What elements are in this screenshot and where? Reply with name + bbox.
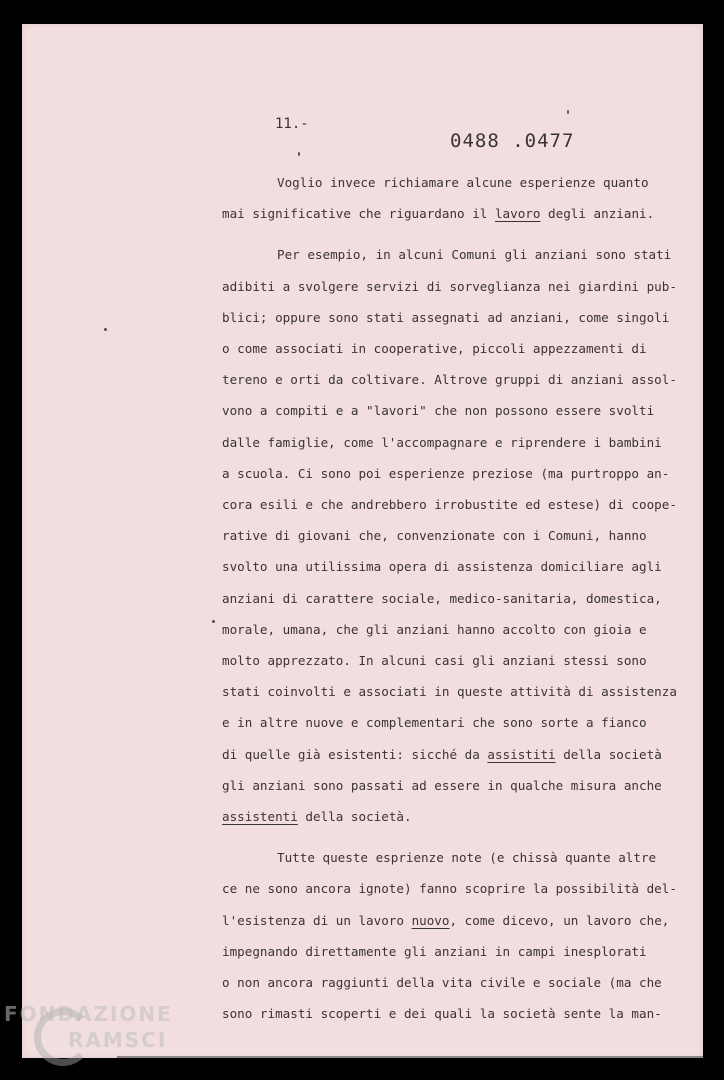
- underlined-word: lavoro: [494, 206, 541, 222]
- text-line: [222, 465, 669, 483]
- text-segment: Tutte queste esprienze note (e chissà quante altre: [277, 850, 657, 866]
- text-segment: o non ancora raggiunti della vita civile e sociale (ma che: [222, 975, 662, 990]
- text-segment: a scuola. Ci sono poi esperienze preziose (ma purtroppo an-: [222, 465, 670, 481]
- text-segment: adibiti a svolgere servizi di sorveglianza nei giardini pub-: [222, 278, 677, 294]
- bottom-edge-rule: [117, 1056, 703, 1058]
- text-segment: , come dicevo, un lavoro che,: [449, 912, 670, 928]
- text-line: [222, 340, 647, 358]
- text-line: [222, 808, 412, 826]
- text-segment: morale, umana, che gli anziani hanno accolto con gioia e: [222, 621, 647, 637]
- text-segment: della società: [555, 746, 662, 762]
- text-line: [222, 621, 647, 639]
- paper-speck: [298, 152, 300, 156]
- text-segment: anziani di carattere sociale, medico-sanitaria, domestica,: [222, 590, 662, 606]
- text-line: [222, 402, 654, 420]
- text-line: [222, 880, 677, 898]
- text-line: [222, 1005, 662, 1023]
- text-segment: sono rimasti scoperti e dei quali la società sente la man-: [222, 1006, 662, 1022]
- text-segment: vono a compiti e a "lavori" che non possono essere svolti: [222, 403, 655, 419]
- fondazione-gramsci-watermark: [4, 1000, 204, 1080]
- text-segment: rative di giovani che, convenzionate con i Comuni, hanno: [222, 528, 647, 544]
- text-segment: blici; oppure sono stati assegnati ad anziani, come singoli: [222, 309, 670, 325]
- text-line: [222, 714, 647, 732]
- watermark-line1: FONDAZIONE: [4, 1002, 173, 1026]
- text-line: [222, 205, 654, 223]
- text-line: [222, 434, 662, 452]
- paper-speck: [104, 328, 107, 331]
- text-segment: o come associati in cooperative, piccoli appezzamenti di: [222, 341, 647, 356]
- text-segment: svolto una utilissima opera di assistenza domiciliare agli: [222, 559, 662, 575]
- underlined-word: assistiti: [487, 746, 556, 762]
- text-line: [222, 683, 677, 701]
- document-page: [22, 24, 703, 1058]
- text-segment: dalle famiglie, come l'accompagnare e riprendere i bambini: [222, 434, 662, 450]
- text-segment: della società.: [297, 809, 412, 824]
- underlined-word: assistenti: [222, 809, 298, 824]
- page-number: 11.-: [275, 116, 309, 132]
- text-segment: stati coinvolti e associati in queste attività di assistenza: [222, 684, 677, 700]
- text-line: [222, 496, 677, 514]
- text-line: [222, 278, 677, 296]
- text-line: [222, 558, 662, 576]
- text-line: [222, 943, 647, 961]
- text-line: [277, 174, 649, 192]
- text-segment: e in altre nuove e complementari che sono sorte a fianco: [222, 715, 647, 731]
- text-segment: di quelle già esistenti: sicché da: [222, 746, 488, 762]
- watermark-line2: RAMSCI: [68, 1028, 168, 1052]
- text-line: [222, 746, 662, 764]
- text-segment: l'esistenza di un lavoro: [222, 912, 412, 928]
- text-line: [277, 246, 671, 264]
- text-line: [222, 974, 662, 992]
- text-segment: Voglio invece richiamare alcune esperienze quanto: [277, 175, 649, 190]
- text-segment: mai significative che riguardano il: [222, 206, 495, 222]
- text-segment: tereno e orti da coltivare. Altrove gruppi di anziani assol-: [222, 372, 677, 388]
- text-line: [222, 912, 669, 930]
- text-line: [222, 777, 662, 795]
- text-line: [277, 849, 656, 867]
- text-line: [222, 590, 662, 608]
- text-segment: degli anziani.: [540, 206, 655, 222]
- text-segment: cora esili e che andrebbero irrobustite ed estese) di coope-: [222, 497, 677, 512]
- text-line: [222, 652, 647, 670]
- text-line: [222, 371, 677, 389]
- text-segment: gli anziani sono passati ad essere in qualche misura anche: [222, 777, 662, 793]
- text-segment: molto apprezzato. In alcuni casi gli anziani stessi sono: [222, 653, 647, 668]
- text-line: [222, 309, 669, 327]
- text-segment: impegnando direttamente gli anziani in campi inesplorati: [222, 943, 647, 959]
- text-segment: Per esempio, in alcuni Comuni gli anziani sono stati: [277, 247, 672, 263]
- underlined-word: nuovo: [411, 912, 450, 928]
- text-line: [222, 527, 647, 545]
- paper-speck: [212, 620, 215, 623]
- archive-code: 0488 .0477: [450, 130, 575, 152]
- text-segment: ce ne sono ancora ignote) fanno scoprire la possibilità del-: [222, 881, 677, 897]
- paper-speck: [567, 110, 569, 114]
